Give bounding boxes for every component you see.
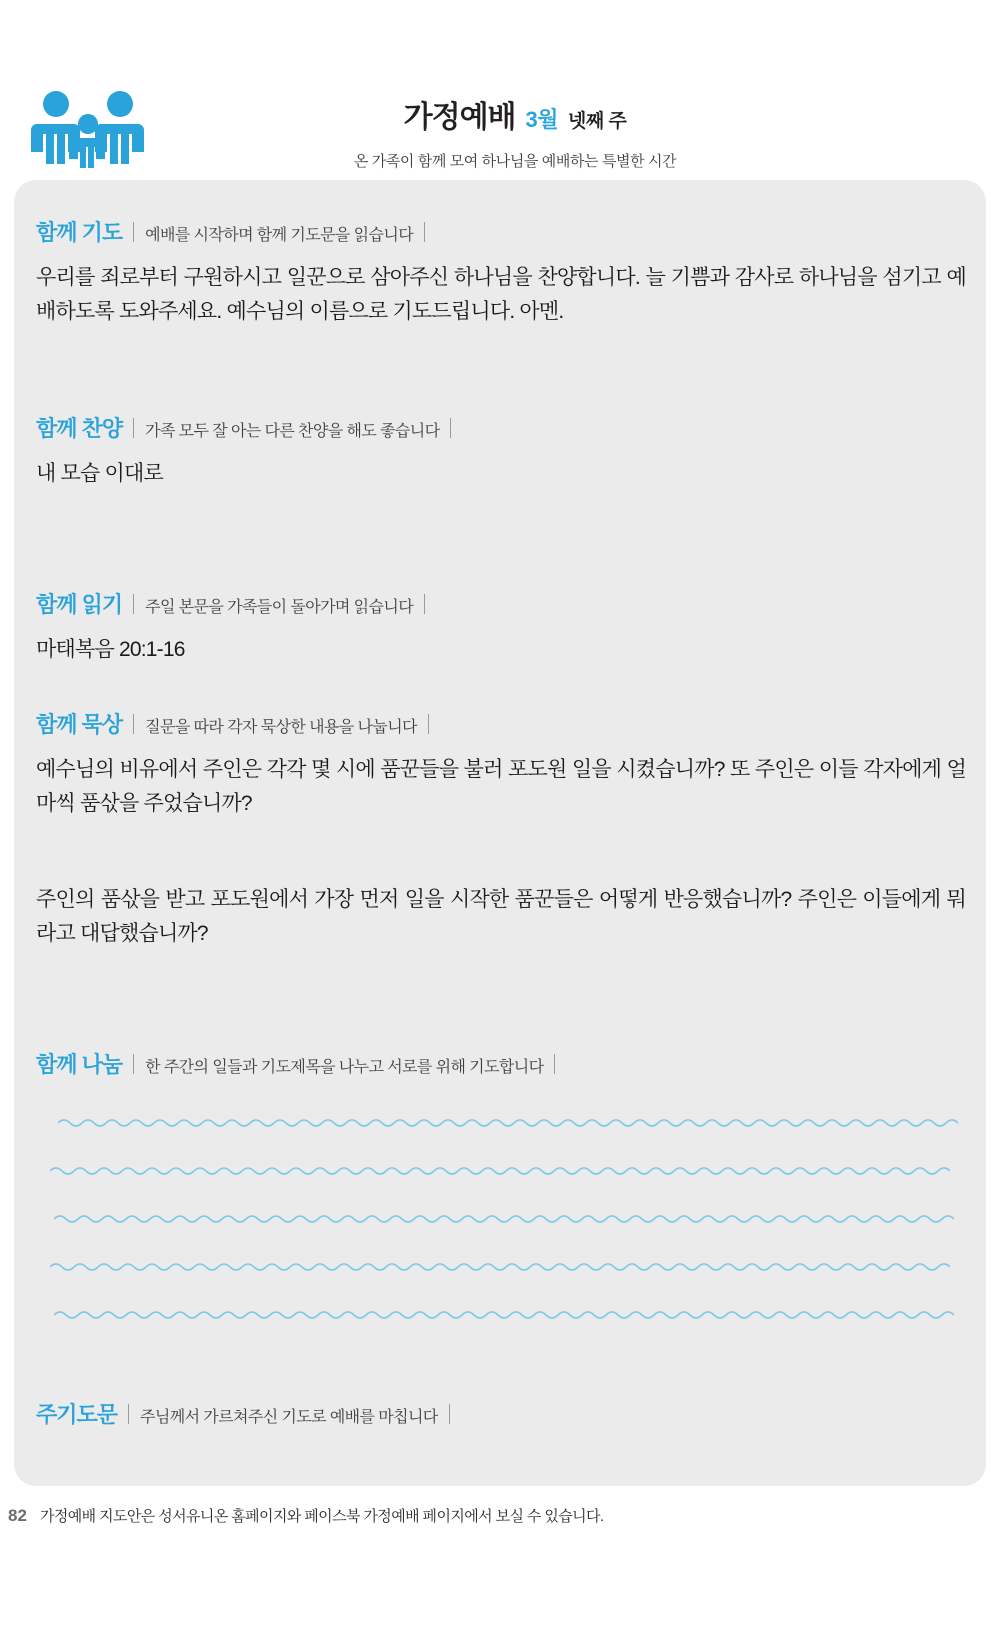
section-reading xyxy=(36,588,966,667)
section-title: 함께 찬양 xyxy=(36,416,123,441)
section-header xyxy=(36,216,966,247)
page-footer xyxy=(0,1505,1000,1526)
section-title: 함께 기도 xyxy=(36,220,123,245)
section-sharing xyxy=(36,1048,966,1093)
section-title: 주기도문 xyxy=(36,1402,118,1427)
title-month: 3월 xyxy=(525,107,559,132)
page-title: 가정예배 xyxy=(403,101,516,134)
footer-note: 가정예배 지도안은 성서유니온 홈페이지와 페이스북 가정예배 페이지에서 보실 수 있습니다. xyxy=(40,1508,604,1525)
section-praise xyxy=(36,412,966,491)
section-body: 우리를 죄로부터 구원하시고 일꾼으로 삼아주신 하나님을 찬양합니다. 늘 기쁨과 감사로 하나님을 섬기고 예배하도록 도와주세요. 예수님의 이름으로 기도드립니다. 아멘. xyxy=(36,266,966,324)
section-desc: 가족 모두 잘 아는 다른 찬양을 해도 좋습니다 xyxy=(145,423,440,440)
page-number: 82 xyxy=(8,1506,27,1525)
title-week: 넷째 주 xyxy=(568,111,627,132)
divider-bar xyxy=(428,714,429,734)
page-header xyxy=(0,0,1000,180)
section-desc: 주님께서 가르쳐주신 기도로 예배를 마칩니다 xyxy=(140,1409,438,1426)
section-title: 함께 읽기 xyxy=(36,592,123,617)
section-body: 내 모습 이대로 xyxy=(36,462,163,485)
page-subtitle: 온 가족이 함께 모여 하나님을 예배하는 특별한 시간 xyxy=(353,153,677,170)
section-desc: 한 주간의 일들과 기도제목을 나누고 서로를 위해 기도합니다 xyxy=(145,1059,544,1076)
content-card xyxy=(14,180,986,1486)
section-prayer xyxy=(36,216,966,329)
note-line[interactable] xyxy=(36,1211,966,1259)
section-header xyxy=(36,1048,966,1079)
note-line[interactable] xyxy=(36,1163,966,1211)
section-header xyxy=(36,412,966,443)
section-title: 함께 나눔 xyxy=(36,1052,123,1077)
divider-bar xyxy=(133,594,134,614)
divider-bar xyxy=(133,714,134,734)
section-desc: 질문을 따라 각자 묵상한 내용을 나눕니다 xyxy=(145,719,417,736)
section-header xyxy=(36,588,966,619)
section-body-question-1: 예수님의 비유에서 주인은 각각 몇 시에 품꾼들을 불러 포도원 일을 시켰습니까? 또 주인은 이들 각자에게 얼마씩 품삯을 주었습니까? xyxy=(36,758,966,816)
note-line[interactable] xyxy=(36,1259,966,1307)
divider-bar xyxy=(449,1404,450,1424)
section-title: 함께 묵상 xyxy=(36,712,123,737)
divider-bar xyxy=(133,222,134,242)
divider-bar xyxy=(133,1054,134,1074)
note-line[interactable] xyxy=(36,1307,966,1355)
divider-bar xyxy=(554,1054,555,1074)
divider-bar xyxy=(128,1404,129,1424)
section-body-question-2: 주인의 품삯을 받고 포도원에서 가장 먼저 일을 시작한 품꾼들은 어떻게 반응했습니까? 주인은 이들에게 뭐라고 대답했습니까? xyxy=(36,888,966,946)
divider-bar xyxy=(450,418,451,438)
section-meditation xyxy=(36,708,966,951)
title-block xyxy=(0,92,1000,171)
divider-bar xyxy=(133,418,134,438)
section-lords-prayer xyxy=(36,1398,966,1443)
note-line[interactable] xyxy=(36,1115,966,1163)
divider-bar xyxy=(424,594,425,614)
section-header xyxy=(36,1398,966,1429)
title-line xyxy=(0,92,1000,136)
note-lines[interactable] xyxy=(36,1115,966,1355)
section-desc: 예배를 시작하며 함께 기도문을 읽습니다 xyxy=(145,227,414,244)
divider-bar xyxy=(424,222,425,242)
section-header xyxy=(36,708,966,739)
section-body: 마태복음 20:1-16 xyxy=(36,638,185,661)
section-desc: 주일 본문을 가족들이 돌아가며 읽습니다 xyxy=(145,599,414,616)
